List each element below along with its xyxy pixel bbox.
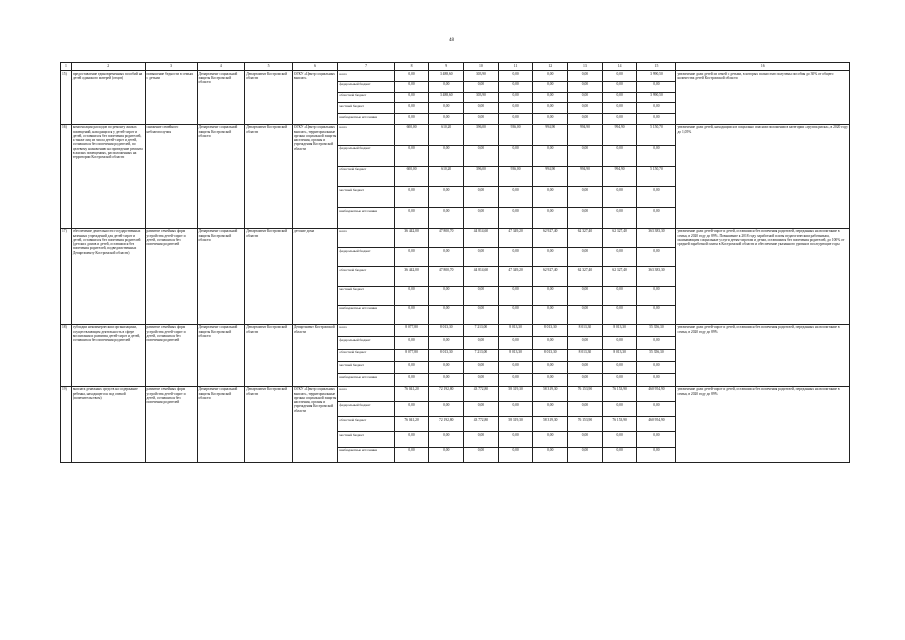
value-cell: 0,00 bbox=[602, 402, 637, 417]
value-cell: 62 327,40 bbox=[602, 228, 637, 247]
value-cell: 0,00 bbox=[637, 337, 676, 349]
value-cell: 58 319,30 bbox=[533, 386, 568, 401]
value-cell: 0,00 bbox=[429, 362, 464, 374]
cell-name: предоставление единовременных пособий на детей одинокого матерей (отцов) bbox=[71, 71, 145, 125]
cell-num: 17) bbox=[61, 228, 72, 324]
value-cell: 0,00 bbox=[464, 208, 499, 229]
value-cell: 0,00 bbox=[429, 208, 464, 229]
funding-source: всего bbox=[338, 228, 394, 247]
value-cell: 0,00 bbox=[533, 447, 568, 462]
value-cell: 0,00 bbox=[394, 305, 429, 324]
header-row bbox=[61, 63, 850, 71]
value-cell: 0,00 bbox=[568, 402, 603, 417]
value-cell: 460 954,90 bbox=[637, 386, 676, 401]
funding-source: областной бюджет bbox=[338, 92, 394, 103]
value-cell: 0,00 bbox=[429, 374, 464, 386]
cell-result: увеличение доли детей-сирот и детей, оставшихся без попечения родителей, переданных на воспитание в семьи, в 2020 году до 89%. Повышение к 2018 году заработной платы педагогическим работникам, оказывающим социальные услуги детям-сиротам и детям, оставшимся без попечения родителей, до 100% от средней заработной платы в Костромской области и обеспечение указанного уровня в последующие годы bbox=[676, 228, 850, 324]
value-cell: 600,00 bbox=[394, 166, 429, 187]
funding-source: федеральный бюджет bbox=[338, 402, 394, 417]
value-cell: 0,00 bbox=[464, 337, 499, 349]
value-cell: 0,00 bbox=[429, 145, 464, 166]
cell-task: развитие семейных форм устройства детей-сирот и детей, оставшихся без попечения родителей bbox=[145, 324, 197, 386]
funding-source: местный бюджет bbox=[338, 286, 394, 305]
value-cell: 58 319,30 bbox=[498, 417, 533, 432]
value-cell: 0,00 bbox=[498, 305, 533, 324]
funding-source: федеральный бюджет bbox=[338, 81, 394, 92]
value-cell: 8 013,30 bbox=[568, 324, 603, 336]
value-cell: 0,00 bbox=[533, 432, 568, 447]
value-cell: 994,90 bbox=[568, 166, 603, 187]
value-cell: 8 013,30 bbox=[602, 324, 637, 336]
funding-source: всего bbox=[338, 324, 394, 336]
value-cell: 0,00 bbox=[464, 103, 499, 114]
value-cell: 0,00 bbox=[602, 103, 637, 114]
funding-source: местный бюджет bbox=[338, 362, 394, 374]
funding-source: всего bbox=[338, 386, 394, 401]
value-cell: 0,00 bbox=[637, 432, 676, 447]
value-cell: 44 814,60 bbox=[464, 228, 499, 247]
value-cell: 0,00 bbox=[568, 208, 603, 229]
value-cell: 0,00 bbox=[394, 447, 429, 462]
value-cell: 0,00 bbox=[533, 286, 568, 305]
header-cell: 15 bbox=[637, 63, 676, 71]
value-cell: 994,90 bbox=[602, 166, 637, 187]
cell-coexec: Департамент Костромской области bbox=[245, 124, 293, 228]
value-cell: 8 077,80 bbox=[394, 324, 429, 336]
value-cell: 303,90 bbox=[464, 71, 499, 82]
value-cell: 0,00 bbox=[637, 402, 676, 417]
value-cell: 0,00 bbox=[533, 337, 568, 349]
value-cell: 47 349,20 bbox=[498, 267, 533, 286]
value-cell: 0,00 bbox=[568, 71, 603, 82]
value-cell: 76 153,90 bbox=[602, 417, 637, 432]
funding-source: федеральный бюджет bbox=[338, 337, 394, 349]
value-cell: 0,00 bbox=[602, 374, 637, 386]
value-cell: 0,00 bbox=[464, 362, 499, 374]
value-cell: 0,00 bbox=[637, 248, 676, 267]
value-cell: 55 356,30 bbox=[637, 349, 676, 361]
value-cell: 460 954,90 bbox=[637, 417, 676, 432]
value-cell: 7 213,00 bbox=[464, 349, 499, 361]
value-cell: 0,00 bbox=[429, 305, 464, 324]
value-cell: 0,00 bbox=[568, 286, 603, 305]
value-cell: 0,00 bbox=[464, 145, 499, 166]
value-cell: 0,00 bbox=[533, 92, 568, 103]
value-cell: 0,00 bbox=[498, 432, 533, 447]
cell-resp: Департамент социальной защиты Костромской области bbox=[197, 386, 245, 462]
value-cell: 396,00 bbox=[464, 124, 499, 145]
value-cell: 0,00 bbox=[602, 71, 637, 82]
value-cell: 0,00 bbox=[394, 432, 429, 447]
cell-resp: Департамент социальной защиты Костромской области bbox=[197, 124, 245, 228]
value-cell: 0,00 bbox=[429, 103, 464, 114]
cell-resp: Департамент социальной защиты Костромской области bbox=[197, 71, 245, 125]
value-cell: 0,00 bbox=[533, 71, 568, 82]
value-cell: 55 356,30 bbox=[637, 324, 676, 336]
value-cell: 0,00 bbox=[637, 187, 676, 208]
value-cell: 0,00 bbox=[394, 71, 429, 82]
value-cell: 0,00 bbox=[394, 374, 429, 386]
value-cell: 0,00 bbox=[498, 362, 533, 374]
value-cell: 62 327,40 bbox=[602, 267, 637, 286]
cell-coexec: Департамент Костромской области bbox=[245, 324, 293, 386]
value-cell: 44 814,60 bbox=[464, 267, 499, 286]
value-cell: 0,00 bbox=[394, 114, 429, 125]
header-cell: 11 bbox=[498, 63, 533, 71]
value-cell: 0,00 bbox=[568, 114, 603, 125]
header-cell: 2 bbox=[71, 63, 145, 71]
value-cell: 0,00 bbox=[637, 114, 676, 125]
value-cell: 0,00 bbox=[464, 447, 499, 462]
value-cell: 0,00 bbox=[533, 305, 568, 324]
funding-source: внебюджетные источники bbox=[338, 374, 394, 386]
value-cell: 36 442,00 bbox=[394, 267, 429, 286]
value-cell: 0,00 bbox=[394, 208, 429, 229]
funding-source: местный бюджет bbox=[338, 187, 394, 208]
value-cell: 0,00 bbox=[394, 362, 429, 374]
value-cell: 0,00 bbox=[602, 145, 637, 166]
value-cell: 0,00 bbox=[637, 305, 676, 324]
header-cell: 1 bbox=[61, 63, 72, 71]
value-cell: 0,00 bbox=[464, 374, 499, 386]
value-cell: 0,00 bbox=[533, 208, 568, 229]
value-cell: 0,00 bbox=[602, 362, 637, 374]
value-cell: 3 990,50 bbox=[637, 71, 676, 82]
value-cell: 47 349,20 bbox=[498, 228, 533, 247]
value-cell: 0,00 bbox=[464, 81, 499, 92]
value-cell: 8 013,30 bbox=[498, 349, 533, 361]
table-row bbox=[61, 324, 850, 336]
value-cell: 0,00 bbox=[637, 81, 676, 92]
header-cell: 6 bbox=[292, 63, 338, 71]
value-cell: 0,00 bbox=[533, 402, 568, 417]
value-cell: 0,00 bbox=[568, 92, 603, 103]
value-cell: 8 013,30 bbox=[533, 349, 568, 361]
header-cell: 3 bbox=[145, 63, 197, 71]
value-cell: 8 077,80 bbox=[394, 349, 429, 361]
value-cell: 0,00 bbox=[602, 337, 637, 349]
table-row bbox=[61, 228, 850, 247]
value-cell: 0,00 bbox=[568, 248, 603, 267]
value-cell: 0,00 bbox=[394, 145, 429, 166]
value-cell: 0,00 bbox=[429, 337, 464, 349]
cell-num: 15) bbox=[61, 71, 72, 125]
value-cell: 0,00 bbox=[429, 187, 464, 208]
header-cell: 5 bbox=[245, 63, 293, 71]
value-cell: 43 772,80 bbox=[464, 417, 499, 432]
table-row bbox=[61, 71, 850, 82]
value-cell: 3 990,50 bbox=[637, 92, 676, 103]
cell-result: увеличение доли детей из семей с детьми, в которых полностью получены пособия до 30% от общего количества детей Костромской области bbox=[676, 71, 850, 125]
value-cell: 0,00 bbox=[498, 103, 533, 114]
cell-task: развитие семейных форм устройства детей-сирот и детей, оставшихся без попечения родителей bbox=[145, 228, 197, 324]
value-cell: 994,90 bbox=[602, 124, 637, 145]
value-cell: 62 927,40 bbox=[533, 267, 568, 286]
value-cell: 47 800,70 bbox=[429, 228, 464, 247]
funding-source: внебюджетные источники bbox=[338, 208, 394, 229]
value-cell: 0,00 bbox=[637, 447, 676, 462]
value-cell: 0,00 bbox=[394, 337, 429, 349]
value-cell: 0,00 bbox=[464, 305, 499, 324]
value-cell: 0,00 bbox=[637, 103, 676, 114]
value-cell: 0,00 bbox=[533, 145, 568, 166]
value-cell: 76 153,90 bbox=[568, 417, 603, 432]
value-cell: 0,00 bbox=[464, 432, 499, 447]
funding-source: областной бюджет bbox=[338, 349, 394, 361]
value-cell: 0,00 bbox=[568, 187, 603, 208]
cell-task: повышение бедности в семьях с детьми bbox=[145, 71, 197, 125]
header-cell: 14 bbox=[602, 63, 637, 71]
value-cell: 0,00 bbox=[498, 402, 533, 417]
funding-source: областной бюджет bbox=[338, 267, 394, 286]
value-cell: 76 153,90 bbox=[602, 386, 637, 401]
value-cell: 0,00 bbox=[498, 208, 533, 229]
value-cell: 58 319,30 bbox=[533, 417, 568, 432]
value-cell: 76 041,20 bbox=[394, 386, 429, 401]
value-cell: 0,00 bbox=[533, 248, 568, 267]
value-cell: 36 442,00 bbox=[394, 228, 429, 247]
table-row bbox=[61, 124, 850, 145]
value-cell: 0,00 bbox=[568, 305, 603, 324]
value-cell: 47 800,70 bbox=[429, 267, 464, 286]
value-cell: 0,00 bbox=[602, 81, 637, 92]
value-cell: 0,00 bbox=[498, 286, 533, 305]
header-cell: 16 bbox=[676, 63, 850, 71]
value-cell: 0,00 bbox=[533, 81, 568, 92]
value-cell: 0,00 bbox=[394, 92, 429, 103]
header-cell: 7 bbox=[338, 63, 394, 71]
value-cell: 936,00 bbox=[498, 166, 533, 187]
value-cell: 0,00 bbox=[637, 145, 676, 166]
value-cell: 0,00 bbox=[533, 187, 568, 208]
cell-num: 18) bbox=[61, 324, 72, 386]
cell-name: выплата денежных средств на содержание ребенка, находящегося под опекой (попечительством) bbox=[71, 386, 145, 462]
cell-task: развитие семейных форм устройства детей-сирот и детей, оставшихся без попечения родителей bbox=[145, 386, 197, 462]
table-row bbox=[61, 386, 850, 401]
value-cell: 0,00 bbox=[429, 114, 464, 125]
header-cell: 10 bbox=[464, 63, 499, 71]
value-cell: 0,00 bbox=[394, 248, 429, 267]
header-cell: 9 bbox=[429, 63, 464, 71]
value-cell: 0,00 bbox=[602, 286, 637, 305]
value-cell: 994,90 bbox=[568, 124, 603, 145]
funding-source: внебюджетные источники bbox=[338, 305, 394, 324]
value-cell: 0,00 bbox=[429, 81, 464, 92]
funding-source: всего bbox=[338, 124, 394, 145]
value-cell: 0,00 bbox=[429, 286, 464, 305]
value-cell: 0,00 bbox=[637, 208, 676, 229]
value-cell: 363 383,30 bbox=[637, 267, 676, 286]
value-cell: 0,00 bbox=[498, 248, 533, 267]
value-cell: 8 013,30 bbox=[533, 324, 568, 336]
value-cell: 0,00 bbox=[568, 432, 603, 447]
cell-resp: Департамент социальной защиты Костромской области bbox=[197, 228, 245, 324]
value-cell: 0,00 bbox=[637, 286, 676, 305]
value-cell: 0,00 bbox=[498, 374, 533, 386]
value-cell: 62 327,40 bbox=[568, 228, 603, 247]
value-cell: 0,00 bbox=[533, 362, 568, 374]
value-cell: 0,00 bbox=[533, 114, 568, 125]
value-cell: 0,00 bbox=[602, 447, 637, 462]
value-cell: 0,00 bbox=[568, 103, 603, 114]
cell-num: 19) bbox=[61, 386, 72, 462]
header-cell: 4 bbox=[197, 63, 245, 71]
value-cell: 0,00 bbox=[602, 114, 637, 125]
value-cell: 0,00 bbox=[637, 374, 676, 386]
value-cell: 0,00 bbox=[429, 447, 464, 462]
value-cell: 0,00 bbox=[533, 103, 568, 114]
value-cell: 936,00 bbox=[498, 124, 533, 145]
funding-source: всего bbox=[338, 71, 394, 82]
cell-result: увеличение доли детей-сирот и детей, оставшихся без попечения родителей, переданных на воспитание в семьи, в 2020 году до 89% bbox=[676, 386, 850, 462]
header-cell: 12 bbox=[533, 63, 568, 71]
page-number: 48 bbox=[449, 38, 454, 43]
cell-coexec: Департамент Костромской области bbox=[245, 71, 293, 125]
value-cell: 72 192,80 bbox=[429, 417, 464, 432]
cell-name: субсидии некоммерческим организациям, осуществляющим деятельность в сфере воспитания и развития детей-сирот и детей, оставшихся без попечения родителей bbox=[71, 324, 145, 386]
value-cell: 0,00 bbox=[498, 114, 533, 125]
value-cell: 76 153,90 bbox=[568, 386, 603, 401]
value-cell: 0,00 bbox=[533, 374, 568, 386]
cell-coexec: Департамент Костромской области bbox=[245, 228, 293, 324]
value-cell: 303,90 bbox=[464, 92, 499, 103]
value-cell: 0,00 bbox=[464, 114, 499, 125]
cell-task: снижение семейного неблагополучия bbox=[145, 124, 197, 228]
value-cell: 0,00 bbox=[602, 432, 637, 447]
value-cell: 0,00 bbox=[394, 103, 429, 114]
cell-result: увеличение доли детей-сирот и детей, оставшихся без попечения родителей, переданных на воспитание в семьи, в 2020 году до 89% bbox=[676, 324, 850, 386]
value-cell: 0,00 bbox=[568, 362, 603, 374]
value-cell: 0,00 bbox=[464, 402, 499, 417]
funding-source: федеральный бюджет bbox=[338, 145, 394, 166]
value-cell: 8 013,30 bbox=[602, 349, 637, 361]
value-cell: 396,00 bbox=[464, 166, 499, 187]
value-cell: 72 192,80 bbox=[429, 386, 464, 401]
value-cell: 0,00 bbox=[498, 447, 533, 462]
value-cell: 0,00 bbox=[498, 145, 533, 166]
value-cell: 0,00 bbox=[464, 248, 499, 267]
value-cell: 0,00 bbox=[637, 362, 676, 374]
value-cell: 0,00 bbox=[394, 402, 429, 417]
value-cell: 0,00 bbox=[429, 432, 464, 447]
value-cell: 0,00 bbox=[602, 248, 637, 267]
value-cell: 3 488,60 bbox=[429, 92, 464, 103]
value-cell: 0,00 bbox=[464, 187, 499, 208]
value-cell: 0,00 bbox=[568, 145, 603, 166]
header-cell: 13 bbox=[568, 63, 603, 71]
value-cell: 58 319,30 bbox=[498, 386, 533, 401]
funding-source: местный бюджет bbox=[338, 103, 394, 114]
value-cell: 0,00 bbox=[602, 187, 637, 208]
funding-source: областной бюджет bbox=[338, 166, 394, 187]
value-cell: 610,20 bbox=[429, 166, 464, 187]
value-cell: 994,90 bbox=[533, 166, 568, 187]
cell-name: компенсация расходов по ремонту жилых помещений, находящихся у детей-сирот и детей, оставшихся без попечения родителей, а также лиц из числа детей-сирот и детей, оставшихся без попечения родителей, по целевому назначению на проведение ремонта в жилых помещениях, расположенных на территории Костромской области bbox=[71, 124, 145, 228]
value-cell: 0,00 bbox=[568, 81, 603, 92]
value-cell: 0,00 bbox=[429, 402, 464, 417]
value-cell: 0,00 bbox=[602, 208, 637, 229]
value-cell: 610,20 bbox=[429, 124, 464, 145]
value-cell: 0,00 bbox=[464, 286, 499, 305]
value-cell: 5 150,70 bbox=[637, 166, 676, 187]
value-cell: 600,00 bbox=[394, 124, 429, 145]
cell-result: увеличение доли детей, находящихся в социально опасном положении в категории «группа риска», в 2020 году до 1,05% bbox=[676, 124, 850, 228]
value-cell: 8 013,30 bbox=[429, 349, 464, 361]
value-cell: 363 383,30 bbox=[637, 228, 676, 247]
value-cell: 0,00 bbox=[498, 337, 533, 349]
value-cell: 62 327,40 bbox=[568, 267, 603, 286]
value-cell: 0,00 bbox=[568, 374, 603, 386]
funding-source: внебюджетные источники bbox=[338, 447, 394, 462]
value-cell: 0,00 bbox=[429, 248, 464, 267]
funding-source: областной бюджет bbox=[338, 417, 394, 432]
value-cell: 3 488,60 bbox=[429, 71, 464, 82]
value-cell: 62 927,40 bbox=[533, 228, 568, 247]
cell-coexec: Департамент Костромской области bbox=[245, 386, 293, 462]
value-cell: 0,00 bbox=[394, 187, 429, 208]
value-cell: 0,00 bbox=[498, 81, 533, 92]
value-cell: 43 772,80 bbox=[464, 386, 499, 401]
value-cell: 0,00 bbox=[498, 187, 533, 208]
funding-source: федеральный бюджет bbox=[338, 248, 394, 267]
cell-num: 16) bbox=[61, 124, 72, 228]
header-cell: 8 bbox=[394, 63, 429, 71]
value-cell: 994,90 bbox=[533, 124, 568, 145]
value-cell: 8 013,30 bbox=[498, 324, 533, 336]
value-cell: 0,00 bbox=[602, 92, 637, 103]
value-cell: 0,00 bbox=[394, 81, 429, 92]
value-cell: 0,00 bbox=[568, 337, 603, 349]
value-cell: 0,00 bbox=[498, 71, 533, 82]
cell-resp: Департамент социальной защиты Костромской области bbox=[197, 324, 245, 386]
value-cell: 5 150,70 bbox=[637, 124, 676, 145]
cell-exec: детские дома bbox=[292, 228, 338, 324]
funding-source: местный бюджет bbox=[338, 432, 394, 447]
value-cell: 0,00 bbox=[602, 305, 637, 324]
value-cell: 76 041,20 bbox=[394, 417, 429, 432]
value-cell: 0,00 bbox=[498, 92, 533, 103]
value-cell: 7 213,00 bbox=[464, 324, 499, 336]
program-table bbox=[60, 62, 850, 463]
value-cell: 0,00 bbox=[568, 447, 603, 462]
cell-exec: ОГКУ «Центр социальных выплат», территориальные органы социальной защиты населения, органы и учреждения Костромской области bbox=[292, 386, 338, 462]
value-cell: 8 013,30 bbox=[429, 324, 464, 336]
cell-exec: ОГКУ «Центр социальных выплат» bbox=[292, 71, 338, 125]
cell-name: обеспечение деятельности государственных казенных учреждений для детей-сирот и детей, оставшихся без попечения родителей (детских домов и детей, оставшихся без попечения родителей, подведомственных Департаменту Костромской области) bbox=[71, 228, 145, 324]
value-cell: 8 013,30 bbox=[568, 349, 603, 361]
funding-source: внебюджетные источники bbox=[338, 114, 394, 125]
value-cell: 0,00 bbox=[394, 286, 429, 305]
cell-exec: Департамент Костромской области bbox=[292, 324, 338, 386]
cell-exec: ОГКУ «Центр социальных выплат», территориальные органы социальной защиты населения, органы и учреждения Костромской области bbox=[292, 124, 338, 228]
